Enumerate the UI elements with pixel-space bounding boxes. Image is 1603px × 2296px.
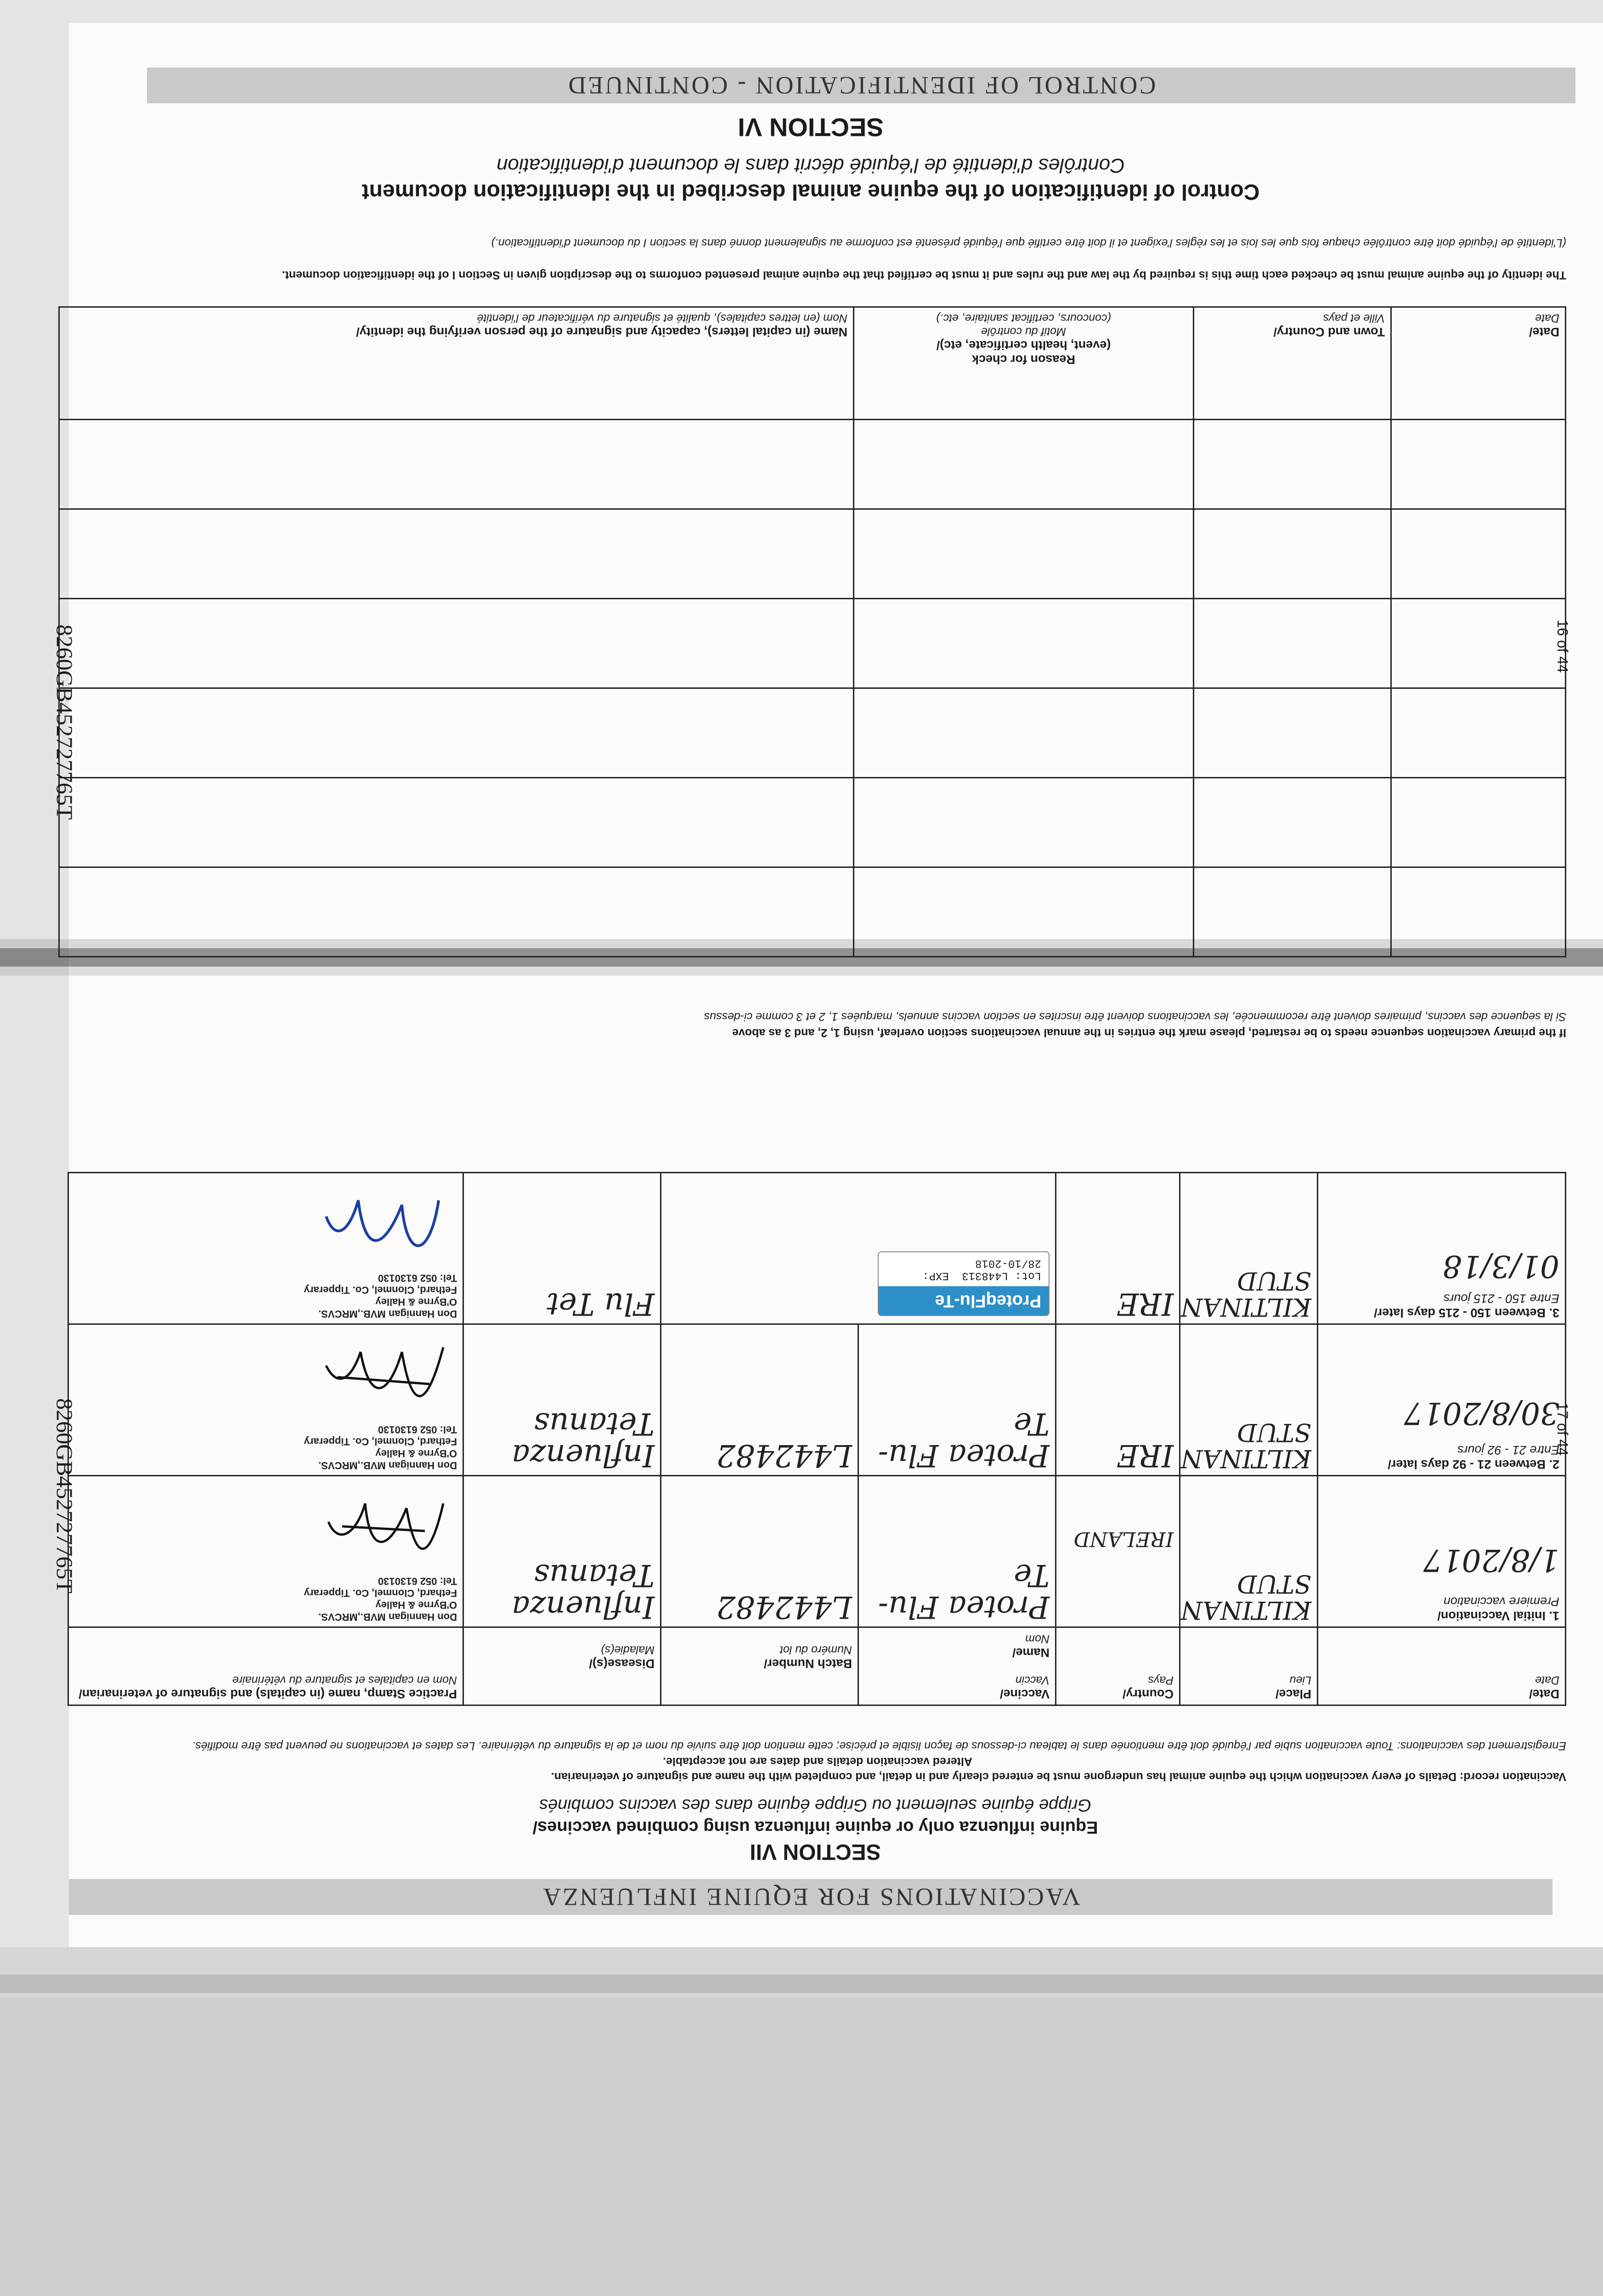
row1-batch-cell [661,1476,858,1627]
row3-country-cell [1056,1173,1180,1324]
row3-label: 3. Between 150 - 215 days later/ [1374,1306,1559,1320]
row1-place: KILTINAN STUD [1181,1570,1311,1625]
page-17 [52,955,1575,1915]
row1-vaccine-cell [858,1476,1056,1627]
row3-vaccine-label-cell [661,1173,1056,1324]
table-row [59,509,1566,599]
section-title: SECTION VII [750,1840,881,1864]
row1-place-cell [1180,1476,1318,1627]
row3-diseases-cell [463,1173,661,1324]
row2-country-cell [1056,1324,1180,1476]
row2-date: 30/8/2017 [1404,1396,1559,1431]
identity-check-table [58,306,1566,957]
subtitle-fr: Grippe équine seulement ou Grippe équine dans des vaccins combinés [539,1795,1091,1815]
col-town: Town and Country/ Ville et pays [1194,307,1391,420]
row2-date-cell [1318,1324,1566,1476]
row3-stamp-cell [68,1173,463,1324]
col-diseases: Disease(s)/ Maladie(s) [463,1627,661,1705]
row1-label-fr: Premiere vaccination [1443,1595,1559,1609]
row1-country: IRELAND [1073,1527,1174,1551]
row2-place: KILTINAN STUD [1181,1418,1311,1473]
intro-text-fr: (L'identité de l'équidé doit être contrôlée chaque fois que les lois et les règles l'exigent et il doit être certifié que l'équidé présenté est conforme au signalement donné dans la section I du document d'identification.) [491,236,1566,249]
col-date: Date/ Date [1318,1627,1566,1705]
row2-stamp-cell [68,1324,463,1476]
row2-place-cell [1180,1324,1318,1476]
record-text-en: Vaccination record: Details of every vaccination which the equine animal has undergone must be entered clearly and in detail, and completed with the name and signature of veterinarian. [551,1770,1566,1783]
row1-diseases-cell [463,1476,661,1627]
row2-vaccine-cell [858,1324,1056,1476]
section-band-identification: CONTROL OF IDENTIFICATION - CONTINUED [147,68,1575,103]
row3-place-cell [1180,1173,1318,1324]
row1-country-cell [1056,1476,1180,1627]
footnote-fr: Si la sequence des vaccins, primaires doivent être recommencée, les vaccinations doivent être inscrites en section vaccins annuels, marquées 1, 2 et 3 comme ci-dessus [704,1010,1566,1023]
page-number-16: 16 of 44 [1554,619,1571,673]
row2-signature-icon [319,1334,457,1421]
vaccination-table [68,1172,1566,1706]
serial-number-16: 8260GB452727765T [52,625,78,820]
row3-country: IRE [1117,1286,1174,1322]
serial-number-17: 8260GB452727765T [52,1398,78,1593]
row3-place: KILTINAN STUD [1181,1266,1311,1322]
col-date: Date/ Date [1391,307,1566,420]
table-row [68,1476,1566,1627]
col-place: Place/ Lieu [1180,1627,1318,1705]
table-header-row [68,1627,1566,1705]
table-row [59,420,1566,509]
row2-label-fr: Entre 21 - 92 jours [1457,1443,1559,1457]
row3-date-cell [1318,1173,1566,1324]
row3-date: 01/3/18 [1442,1249,1559,1284]
page-number-17: 17 of 44 [1554,1402,1571,1456]
table-row [68,1324,1566,1476]
table-row [59,778,1566,867]
row3-diseases: Flu Tet [547,1286,655,1322]
table-row [59,867,1566,957]
table-row [68,1173,1566,1324]
row3-signature-icon [319,1182,457,1269]
subtitle-en: Equine influenza only or equine influenza using combined vaccines/ [532,1818,1098,1837]
row1-batch: L442482 [716,1589,852,1625]
row2-practice-stamp: Don Hannigan MVB.,MRCVS. O'Byrne & Halley Fethard, Clonmel, Co. Tipperary Tel: 052 6130130 [304,1424,457,1471]
row2-diseases-cell [463,1324,661,1476]
row1-date: 1/8/2017 [1423,1542,1559,1578]
table-header-row [59,307,1566,420]
row1-signature-icon [319,1485,457,1572]
row3-practice-stamp: Don Hannigan MVB.,MRCVS. O'Byrne & Halley Fethard, Clonmel, Co. Tipperary Tel: 052 6130130 [304,1272,457,1320]
row1-vaccine-name: Protea Flu-Te [878,1557,1050,1625]
row2-label: 2. Between 21 - 92 days later/ [1388,1458,1559,1471]
row2-batch: L442482 [716,1438,852,1473]
row2-vaccine-name: Protea Flu-Te [878,1406,1050,1473]
table-row [59,599,1566,688]
record-text-fr: Enregistrement des vaccinations: Toute vaccination subie par l'équidé doit être mentionée dans le tableau ci-dessous de façon lisible et précise; cette mention doit être suivie du nom et de la signature du vétérinaire. Les dates et vaccinations ne peuvent pas être modifiés. [192,1739,1566,1752]
subtitle-fr: Contrôles d'identité de l'équidé décrit dans le document d'identification [496,154,1125,177]
intro-text-en: The identity of the equine animal must be checked each time this is required by the law and the rules and it must be certified that the equine animal presented conforms to the description given in Section I of the identification document. [282,269,1566,281]
section-title: SECTION VI [738,113,884,142]
col-reason: Reason for check (event, health certificate, etc)/ Motif du contrôle (concours, certificat sanitaire, etc.) [854,307,1194,420]
col-stamp: Practice Stamp, name (in capitals) and signature of veterinarian/ Nom en capitales et signature du vétérinaire [68,1627,463,1705]
vaccine-sticker-brand: ProteqFlu-Te [879,1286,1049,1315]
row2-batch-cell [661,1324,858,1476]
footnote-en: If the primary vaccination sequence needs to be restarted, please mark the entries in the annual vaccinations section overleaf, using 1, 2, and 3 as above [732,1026,1566,1039]
row1-diseases: Influenza Tetanus [512,1557,655,1625]
subtitle-en: Control of identification of the equine animal described in the identification document [361,180,1260,204]
row2-country: IRE [1117,1438,1174,1473]
col-verifier: Name (in capital letters), capacity and signature of the person verifying the identity/ Nom (en lettres capitales), qualité et signature du vérificateur de l'identité [59,307,854,420]
row1-stamp-cell [68,1476,463,1627]
row1-practice-stamp: Don Hannigan MVB.,MRCVS. O'Byrne & Halley Fethard, Clonmel, Co. Tipperary Tel: 052 6130130 [304,1576,457,1623]
row1-date-cell [1318,1476,1566,1627]
row2-diseases: Influenza Tetanus [512,1406,655,1473]
row3-label-fr: Entre 150 - 215 jours [1443,1292,1559,1306]
row1-label: 1. Initial Vaccination/ [1437,1609,1559,1623]
vaccine-sticker-lot-row: Lot: L448313 EXP: 28/10-2018 [922,1257,1041,1282]
record-text-en-2: Altered vaccination details and dates are not acceptable. [663,1755,972,1768]
col-batch: Batch Number/ Numéro du lot [661,1627,858,1705]
col-country: Country/ Pays [1056,1627,1180,1705]
section-band-vaccinations: VACCINATIONS FOR EQUINE INFLUENZA [69,1879,1552,1915]
page-16 [46,72,1575,957]
vaccine-sticker [878,1251,1050,1316]
table-row [59,688,1566,778]
col-vaccine-name: Vaccine/ Vaccin Name/ Nom [858,1627,1056,1705]
